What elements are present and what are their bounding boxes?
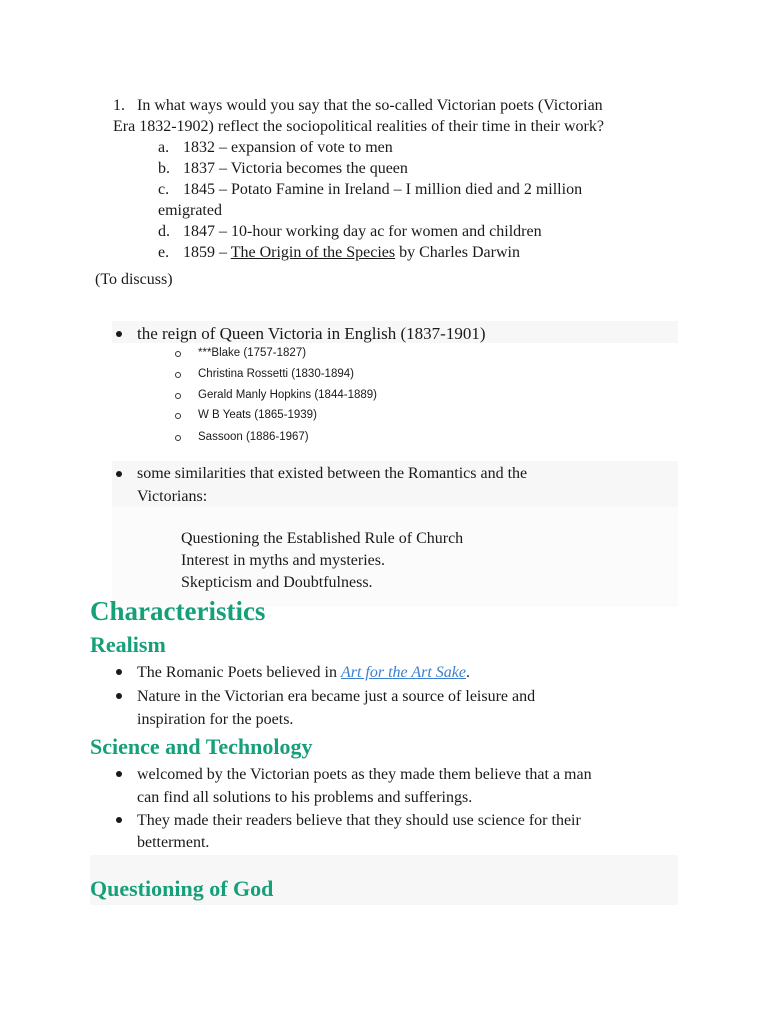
similarities-line-1: some similarities that existed between the Romantics and the	[137, 465, 528, 482]
art-for-art-sake-link[interactable]: Art for the Art Sake	[340, 664, 466, 681]
sub-item-text: 1845 – Potato Famine in Ireland – I million died and 2 million	[183, 181, 583, 198]
sub-item-letter: a.	[158, 139, 170, 156]
sub-item-letter: b.	[158, 160, 170, 177]
sub-item-letter: d.	[158, 223, 170, 240]
bullet	[116, 669, 122, 675]
realism-heading: Realism	[90, 632, 166, 657]
questioning-of-god-heading: Questioning of God	[90, 876, 274, 901]
sub-item-text: 1837 – Victoria becomes the queen	[183, 160, 408, 177]
bullet	[116, 471, 122, 477]
sub-bullet	[175, 351, 181, 357]
science-bullet-2-line-2: betterment.	[137, 834, 210, 851]
question-line-2: Era 1832-1902) reflect the sociopolitical realities of their time in their work?	[113, 118, 604, 135]
poet-item: ***Blake (1757-1827)	[198, 347, 307, 359]
similarity-point: Skepticism and Doubtfulness.	[181, 574, 373, 591]
sub-item-letter: c.	[158, 181, 170, 198]
science-bullet-1-line-1: welcomed by the Victorian poets as they made them believe that a man	[137, 766, 592, 783]
similarity-point: Questioning the Established Rule of Church	[181, 530, 464, 547]
to-discuss-note: (To discuss)	[95, 271, 173, 288]
sub-bullet	[175, 435, 181, 441]
characteristics-heading: Characteristics	[90, 596, 266, 626]
sub-item-text: 1832 – expansion of vote to men	[183, 139, 393, 156]
science-heading: Science and Technology	[90, 734, 313, 759]
question-number: 1.	[113, 97, 125, 114]
sub-bullet	[175, 413, 181, 419]
bullet	[116, 693, 122, 699]
reign-bullet-text: the reign of Queen Victoria in English (1837-1901)	[137, 324, 486, 343]
question-line-1: In what ways would you say that the so-called Victorian poets (Victorian	[137, 97, 603, 114]
sub-bullet	[175, 372, 181, 378]
science-bullet-2-line-1: They made their readers believe that they should use science for their	[137, 812, 581, 829]
sub-item-letter: e.	[158, 244, 170, 261]
poet-item: Christina Rossetti (1830-1894)	[198, 368, 354, 380]
bullet	[116, 331, 122, 337]
poet-item: Gerald Manly Hopkins (1844-1889)	[198, 389, 377, 401]
poet-item: Sassoon (1886-1967)	[198, 431, 309, 443]
bullet	[116, 817, 122, 823]
sub-item-text: 1847 – 10-hour working day ac for women and children	[183, 223, 542, 240]
realism-bullet-2-line-1: Nature in the Victorian era became just a source of leisure and	[137, 688, 536, 705]
bullet	[116, 771, 122, 777]
sub-item-continuation: emigrated	[158, 202, 222, 219]
poet-item: W B Yeats (1865-1939)	[198, 409, 317, 421]
similarity-point: Interest in myths and mysteries.	[181, 552, 385, 569]
sub-bullet	[175, 393, 181, 399]
realism-bullet-1: The Romanic Poets believed in Art for the Art Sake.	[137, 664, 470, 681]
similarities-line-2: Victorians:	[137, 488, 208, 505]
realism-bullet-2-line-2: inspiration for the poets.	[137, 711, 294, 728]
science-bullet-1-line-2: can find all solutions to his problems and sufferings.	[137, 789, 473, 806]
sub-item-text: 1859 – The Origin of the Species by Charles Darwin	[183, 244, 520, 261]
book-title: The Origin of the Species	[230, 244, 396, 261]
